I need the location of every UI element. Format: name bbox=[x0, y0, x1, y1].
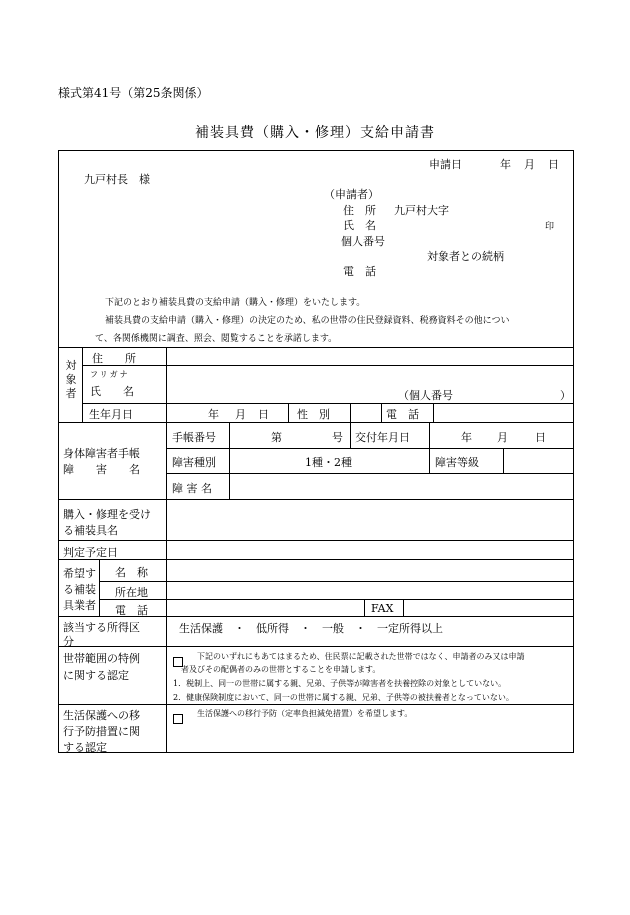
rule bbox=[166, 473, 573, 474]
statement-line-1: 下記のとおり補装具費の支給申請（購入・修理）をいたします。 bbox=[105, 298, 366, 308]
rule bbox=[229, 422, 230, 499]
statement-line-3: て、各関係機関に調査、照会、閲覧することを承諾します。 bbox=[95, 334, 338, 344]
subject-label: 対 象 者 bbox=[65, 359, 77, 400]
rule bbox=[403, 599, 404, 616]
applicant-label: （申請者） bbox=[324, 188, 379, 201]
seal-mark: 印 bbox=[545, 222, 555, 232]
personal-number-label: 個人番号 bbox=[341, 235, 385, 248]
device-label-2: る補装具名 bbox=[63, 524, 118, 537]
handbook-number-prefix: 第 bbox=[271, 431, 282, 444]
rule bbox=[99, 599, 573, 600]
rule bbox=[350, 422, 351, 448]
form-number: 様式第41号（第25条関係） bbox=[58, 86, 209, 100]
rule bbox=[59, 499, 573, 500]
household-text-2: 者及びその配偶者のみの世帯とすることを申請します。 bbox=[181, 665, 381, 674]
vendor-fax-label: FAX bbox=[371, 602, 394, 615]
vendor-label-3: 具業者 bbox=[63, 599, 96, 612]
welfare-label-3: する認定 bbox=[63, 741, 107, 754]
issue-day: 日 bbox=[535, 431, 546, 444]
handbook-number-suffix: 号 bbox=[332, 431, 343, 444]
disability-grade-label: 障害等級 bbox=[435, 456, 479, 469]
judgment-date-label: 判定予定日 bbox=[63, 546, 118, 559]
welfare-text: 生活保護への移行予防（定率負担減免措置）を希望します。 bbox=[197, 709, 413, 718]
household-item-1: 1．税制上、同一の世帯に属する親、兄弟、子供等が障害者を扶養控除の対象としていない。 bbox=[173, 679, 507, 688]
birth-month: 月 bbox=[235, 408, 246, 421]
applicant-address-label: 住 所 bbox=[343, 204, 376, 217]
form-title: 補装具費（購入・修理）支給申請書 bbox=[195, 125, 435, 141]
rule bbox=[433, 403, 434, 422]
subject-address-label: 住 所 bbox=[92, 352, 136, 365]
date-year: 年 bbox=[500, 158, 511, 171]
rule bbox=[82, 403, 573, 404]
vendor-location-label: 所在地 bbox=[115, 586, 148, 599]
disability-label: 障 害 名 bbox=[63, 463, 140, 476]
income-label-2: 分 bbox=[63, 635, 74, 648]
applicant-address-value[interactable]: 九戸村大字 bbox=[394, 204, 449, 217]
gender-label: 性 別 bbox=[297, 408, 330, 421]
date-day: 日 bbox=[548, 158, 559, 171]
application-form bbox=[58, 150, 574, 753]
handbook-label: 身体障害者手帳 bbox=[63, 447, 140, 460]
rule bbox=[503, 448, 504, 473]
rule bbox=[429, 448, 430, 473]
addressee: 九戸村長 様 bbox=[84, 173, 150, 186]
birth-date-label: 生年月日 bbox=[89, 408, 133, 421]
rule bbox=[59, 540, 573, 541]
rule bbox=[350, 403, 351, 422]
household-item-2: 2．健康保険制度において、同一の世帯に属する親、兄弟、子供等の被扶養者となっていない。 bbox=[173, 693, 514, 702]
birth-day: 日 bbox=[258, 408, 269, 421]
rule bbox=[166, 448, 573, 449]
disability-name-label: 障 害 名 bbox=[172, 482, 212, 495]
disability-type-value[interactable]: 1種・2種 bbox=[305, 456, 352, 469]
household-label-2: に関する認定 bbox=[63, 669, 129, 682]
subject-phone-label: 電 話 bbox=[386, 408, 419, 421]
household-label-1: 世帯範囲の特例 bbox=[63, 652, 140, 665]
device-label-1: 購入・修理を受け bbox=[63, 508, 151, 521]
rule bbox=[166, 347, 167, 752]
welfare-checkbox[interactable] bbox=[173, 714, 183, 724]
rule bbox=[99, 559, 100, 616]
rule bbox=[288, 403, 289, 422]
issue-year: 年 bbox=[461, 431, 472, 444]
rule bbox=[82, 347, 83, 422]
vendor-label-2: る補装 bbox=[63, 583, 96, 596]
furigana-label: フリガナ bbox=[90, 370, 130, 379]
issue-date-label: 交付年月日 bbox=[355, 431, 410, 444]
income-label-1: 該当する所得区 bbox=[63, 621, 140, 634]
rule bbox=[59, 347, 573, 348]
income-options[interactable]: 生活保護 ・ 低所得 ・ 一般 ・ 一定所得以上 bbox=[179, 622, 443, 635]
disability-type-label: 障害種別 bbox=[172, 456, 216, 469]
vendor-name-label: 名 称 bbox=[115, 566, 148, 579]
issue-month: 月 bbox=[497, 431, 508, 444]
relationship-label: 対象者との続柄 bbox=[427, 250, 504, 263]
application-date-label: 申請日 bbox=[429, 158, 462, 171]
rule bbox=[99, 581, 573, 582]
applicant-phone-label: 電 話 bbox=[343, 265, 376, 278]
rule bbox=[82, 365, 573, 366]
household-text-1: 下記のいずれにもあてはまるため、住民票に記載された世帯ではなく、申請者のみ又は申請 bbox=[197, 652, 525, 661]
subject-personal-number-label: （個人番号 bbox=[398, 389, 453, 402]
rule bbox=[59, 559, 573, 560]
subject-personal-number-close: ） bbox=[560, 389, 571, 402]
vendor-label-1: 希望す bbox=[63, 567, 96, 580]
applicant-name-label: 氏 名 bbox=[343, 219, 376, 232]
handbook-number-label: 手帳番号 bbox=[172, 431, 216, 444]
welfare-label-2: 行予防措置に関 bbox=[63, 725, 140, 738]
birth-year: 年 bbox=[208, 408, 219, 421]
rule bbox=[364, 599, 365, 616]
date-month: 月 bbox=[524, 158, 535, 171]
subject-name-label: 氏 名 bbox=[90, 385, 134, 398]
rule bbox=[429, 422, 430, 448]
rule bbox=[59, 704, 573, 705]
rule bbox=[381, 403, 382, 422]
rule bbox=[59, 646, 573, 647]
vendor-phone-label: 電 話 bbox=[115, 604, 148, 617]
statement-line-2: 補装具費の支給申請（購入・修理）の決定のため、私の世帯の住民登録資料、税務資料その他につい bbox=[105, 316, 510, 326]
welfare-label-1: 生活保護への移 bbox=[63, 709, 140, 722]
rule bbox=[59, 422, 573, 423]
